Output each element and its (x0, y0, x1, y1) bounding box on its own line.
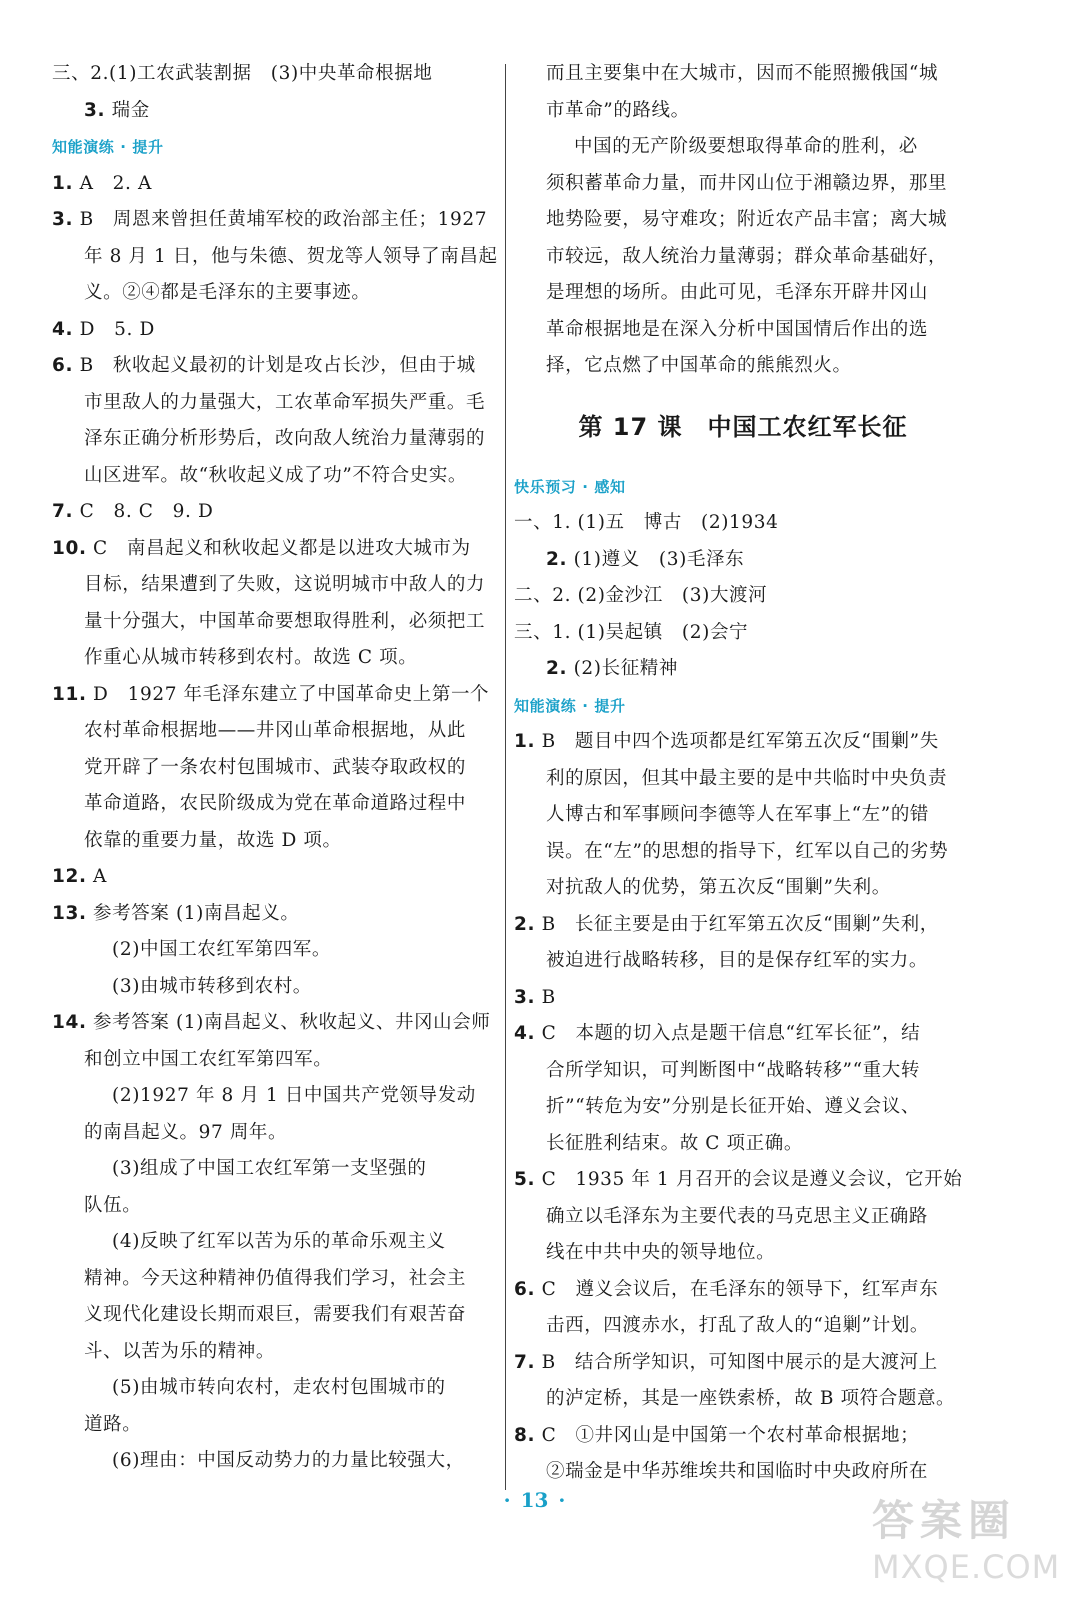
answer-item (52, 1005, 500, 1042)
answer-item (514, 542, 972, 579)
line-text: 义现代化建设长期而艰巨，需要我们有艰苦奋 (84, 1304, 467, 1325)
text-line (514, 615, 972, 652)
answer-item (514, 980, 972, 1017)
item-number: 7. (514, 1351, 536, 1373)
text-line (52, 1188, 500, 1225)
line-text: C 1935 年 1 月召开的会议是遵义会议，它开始 (535, 1169, 963, 1190)
item-number: 3. (514, 986, 536, 1008)
line-text: C 遵义会议后，在毛泽东的领导下，红军声东 (535, 1278, 939, 1300)
answer-item (52, 859, 500, 896)
line-text: 农村革命根据地——井冈山革命根据地，从此 (84, 720, 467, 741)
text-line (514, 275, 972, 312)
text-line (52, 458, 500, 495)
line-text: 择，它点燃了中国革命的熊熊烈火。 (546, 355, 852, 376)
item-number: 7. (52, 501, 74, 522)
watermark-logo (872, 1488, 1061, 1588)
answer-item (514, 651, 972, 688)
item-number: 4. (52, 318, 74, 340)
answer-item (52, 93, 500, 130)
text-line (514, 870, 972, 907)
line-text: (3)组成了中国工农红军第一支坚强的 (112, 1158, 427, 1179)
line-text: 击西，四渡赤水，打乱了敌人的“追剿”计划。 (546, 1315, 930, 1336)
text-line (514, 834, 972, 871)
text-line (514, 1199, 972, 1236)
line-text: ②瑞金是中华苏维埃共和国临时中央政府所在 (546, 1461, 929, 1482)
line-text: 折”“转危为安”分别是长征开始、遵义会议、 (546, 1096, 920, 1117)
text-line (52, 567, 500, 604)
line-text: 党开辟了一条农村包围城市、武装夺取政权的 (84, 756, 467, 778)
lesson-title (514, 385, 972, 469)
line-text: 目标，结果遭到了失败，这说明城市中敌人的力 (84, 574, 486, 595)
item-number: 2. (514, 913, 536, 935)
text-line (514, 1235, 972, 1272)
line-text: (2)中国工农红军第四军。 (112, 939, 332, 960)
section-heading (514, 469, 972, 506)
line-text: (2)长征精神 (567, 658, 678, 679)
line-text: B 周恩来曾担任黄埔军校的政治部主任；1927 (73, 209, 488, 230)
column-divider (505, 64, 506, 1490)
line-text: 队伍。 (84, 1194, 142, 1216)
line-text: 一、1. (1)五 博古 (2)1934 (514, 512, 779, 533)
text-line (52, 1078, 500, 1115)
left-column (52, 56, 500, 1480)
line-text: 是理想的场所。由此可见，毛泽东开辟井冈山 (546, 282, 929, 303)
line-text: 二、2. (2)金沙江 (3)大渡河 (514, 585, 768, 606)
line-text: 瑞金 (105, 99, 150, 121)
line-text: D 1927 年毛泽东建立了中国革命史上第一个 (86, 683, 490, 705)
text-line (514, 348, 972, 385)
section-heading (514, 688, 972, 725)
answer-item (514, 1272, 972, 1309)
answer-item (52, 166, 500, 203)
line-text: 山区进军。故“秋收起义成了功”不符合史实。 (84, 464, 468, 486)
answer-item (52, 312, 500, 349)
text-line (514, 505, 972, 542)
item-number: 14. (52, 1012, 87, 1033)
text-line (52, 932, 500, 969)
line-text: 道路。 (84, 1413, 142, 1435)
line-text: 线在中共中央的领导地位。 (546, 1242, 776, 1263)
text-line (52, 239, 500, 276)
answer-item (514, 907, 972, 944)
section-heading (52, 129, 500, 166)
text-line (514, 202, 972, 239)
line-text: A (86, 866, 108, 887)
line-text: 确立以毛泽东为主要代表的马克思主义正确路 (546, 1205, 929, 1227)
text-line (52, 1443, 500, 1480)
answer-item (514, 1418, 972, 1455)
line-text: (4)反映了红军以苦为乐的革命乐观主义 (112, 1231, 446, 1252)
text-line (52, 969, 500, 1006)
answer-item (514, 724, 972, 761)
answer-item (52, 677, 500, 714)
text-line (52, 275, 500, 312)
line-text: (1)遵义 (3)毛泽东 (567, 548, 745, 570)
text-line (514, 312, 972, 349)
page-number: · 13 · (503, 1488, 566, 1512)
line-text: 第 17 课 中国工农红军长征 (578, 412, 908, 441)
line-text: 量十分强大，中国革命要想取得胜利，必须把工 (84, 610, 486, 632)
answer-item (52, 896, 500, 933)
item-number: 10. (52, 537, 87, 559)
item-number: 8. (514, 1424, 536, 1446)
line-text: 人博古和军事顾问李德等人在军事上“左”的错 (546, 804, 930, 825)
text-line (52, 786, 500, 823)
line-text: 知能演练 · 提升 (514, 696, 626, 715)
item-number: 11. (52, 683, 87, 705)
line-text: 利的原因，但其中最主要的是中共临时中央负责 (546, 767, 948, 789)
text-line (52, 640, 500, 677)
line-text: 和创立中国工农红军第四军。 (84, 1048, 333, 1070)
answer-item (52, 348, 500, 385)
text-line (52, 56, 500, 93)
text-line (52, 1115, 500, 1152)
line-text: (6)理由：中国反动势力的力量比较强大， (112, 1450, 465, 1471)
line-text: 中国的无产阶级要想取得革命的胜利，必 (574, 136, 918, 157)
item-number: 3. (84, 99, 106, 121)
line-text: (2)1927 年 8 月 1 日中国共产党领导发动 (112, 1085, 476, 1106)
item-number: 13. (52, 902, 87, 924)
line-text: 市较远，敌人统治力量薄弱；群众革命基础好， (546, 245, 948, 267)
line-text: 革命根据地是在深入分析中国国情后作出的选 (546, 318, 929, 340)
item-number: 2. (546, 548, 568, 570)
line-text: 精神。今天这种精神仍值得我们学习，社会主 (84, 1267, 467, 1289)
answer-item (514, 1345, 972, 1382)
answer-item (52, 202, 500, 239)
text-line (52, 1261, 500, 1298)
line-text: 地势险要，易守难攻；附近农产品丰富；离大城 (546, 209, 948, 230)
answer-item (514, 1162, 972, 1199)
line-text: 合所学知识，可判断图中“战略转移”“重大转 (546, 1059, 920, 1081)
line-text: (3)由城市转移到农村。 (112, 975, 312, 997)
answer-item (514, 1016, 972, 1053)
item-number: 2. (546, 658, 568, 679)
line-text: D 5. D (73, 318, 155, 340)
line-text: 三、2.(1)工农武装割据 (3)中央革命根据地 (52, 63, 433, 84)
text-line (52, 1297, 500, 1334)
line-text: 的泸定桥，其是一座铁索桥，故 B 项符合题意。 (546, 1388, 956, 1409)
line-text: B 秋收起义最初的计划是攻占长沙，但由于城 (73, 355, 476, 376)
line-text: 对抗敌人的优势，第五次反“围剿”失利。 (546, 877, 891, 898)
line-text: B (535, 986, 556, 1008)
item-number: 1. (52, 172, 74, 194)
line-text: 参考答案 (1)南昌起义。 (86, 902, 300, 924)
text-line (514, 1454, 972, 1491)
right-column (514, 56, 972, 1491)
line-text: 依靠的重要力量，故选 D 项。 (84, 829, 342, 851)
text-line (514, 129, 972, 166)
item-number: 6. (52, 355, 74, 376)
line-text: 须积蓄革命力量，而井冈山位于湘赣边界，那里 (546, 172, 948, 194)
text-line (52, 385, 500, 422)
line-text: C 本题的切入点是题干信息“红军长征”，结 (535, 1023, 921, 1044)
text-line (52, 604, 500, 641)
line-text: 长征胜利结束。故 C 项正确。 (546, 1132, 803, 1154)
line-text: 革命道路，农民阶级成为党在革命道路过程中 (84, 793, 467, 814)
text-line (514, 761, 972, 798)
line-text: 知能演练 · 提升 (52, 138, 164, 156)
line-text: C ①井冈山是中国第一个农村革命根据地； (535, 1424, 920, 1446)
text-line (514, 1308, 972, 1345)
text-line (52, 421, 500, 458)
watermark-url: MXQE.COM (872, 1548, 1061, 1586)
text-line (52, 713, 500, 750)
line-text: C 南昌起义和秋收起义都是以进攻大城市为 (86, 537, 471, 559)
text-line (514, 1053, 972, 1090)
text-line (52, 823, 500, 860)
line-text: B 题目中四个选项都是红军第五次反“围剿”失 (535, 731, 939, 752)
text-line (514, 943, 972, 980)
text-line (514, 93, 972, 130)
watermark-title: 答案圈 (872, 1496, 1017, 1545)
line-text: 被迫进行战略转移，目的是保存红军的实力。 (546, 950, 929, 971)
item-number: 3. (52, 209, 74, 230)
item-number: 6. (514, 1278, 536, 1300)
text-line (52, 1334, 500, 1371)
line-text: B 长征主要是由于红军第五次反“围剿”失利， (535, 913, 939, 935)
line-text: 作重心从城市转移到农村。故选 C 项。 (84, 647, 418, 668)
line-text: 参考答案 (1)南昌起义、秋收起义、井冈山会师 (86, 1012, 491, 1033)
text-line (514, 239, 972, 276)
line-text: 误。在“左”的思想的指导下，红军以自己的劣势 (546, 840, 949, 862)
text-line (514, 1126, 972, 1163)
answer-item (52, 531, 500, 568)
line-text: 泽东正确分析形势后，改向敌人统治力量薄弱的 (84, 428, 486, 449)
text-line (514, 56, 972, 93)
line-text: 的南昌起义。97 周年。 (84, 1121, 288, 1143)
line-text: 斗、以苦为乐的精神。 (84, 1340, 276, 1362)
line-text: B 结合所学知识，可知图中展示的是大渡河上 (535, 1351, 938, 1373)
line-text: 市革命”的路线。 (546, 99, 690, 121)
text-line (514, 166, 972, 203)
line-text: 市里敌人的力量强大，工农革命军损失严重。毛 (84, 391, 486, 413)
item-number: 5. (514, 1169, 536, 1190)
line-text: A 2. A (73, 172, 152, 194)
text-line (514, 1089, 972, 1126)
line-text: (5)由城市转向农村，走农村包围城市的 (112, 1377, 446, 1398)
item-number: 4. (514, 1023, 536, 1044)
line-text: 而且主要集中在大城市，因而不能照搬俄国“城 (546, 63, 939, 84)
item-number: 12. (52, 866, 87, 887)
line-text: 义。②④都是毛泽东的主要事迹。 (84, 282, 371, 303)
text-line (52, 1407, 500, 1444)
line-text: 三、1. (1)吴起镇 (2)会宁 (514, 621, 749, 643)
text-line (514, 797, 972, 834)
text-line (52, 1224, 500, 1261)
line-text: 年 8 月 1 日，他与朱德、贺龙等人领导了南昌起 (84, 245, 498, 267)
text-line (52, 1042, 500, 1079)
item-number: 1. (514, 731, 536, 752)
line-text: 快乐预习 · 感知 (514, 477, 626, 496)
text-line (52, 750, 500, 787)
text-line (52, 1370, 500, 1407)
line-text: C 8. C 9. D (73, 501, 214, 522)
text-line (514, 578, 972, 615)
text-line (52, 1151, 500, 1188)
answer-item (52, 494, 500, 531)
text-line (514, 1381, 972, 1418)
